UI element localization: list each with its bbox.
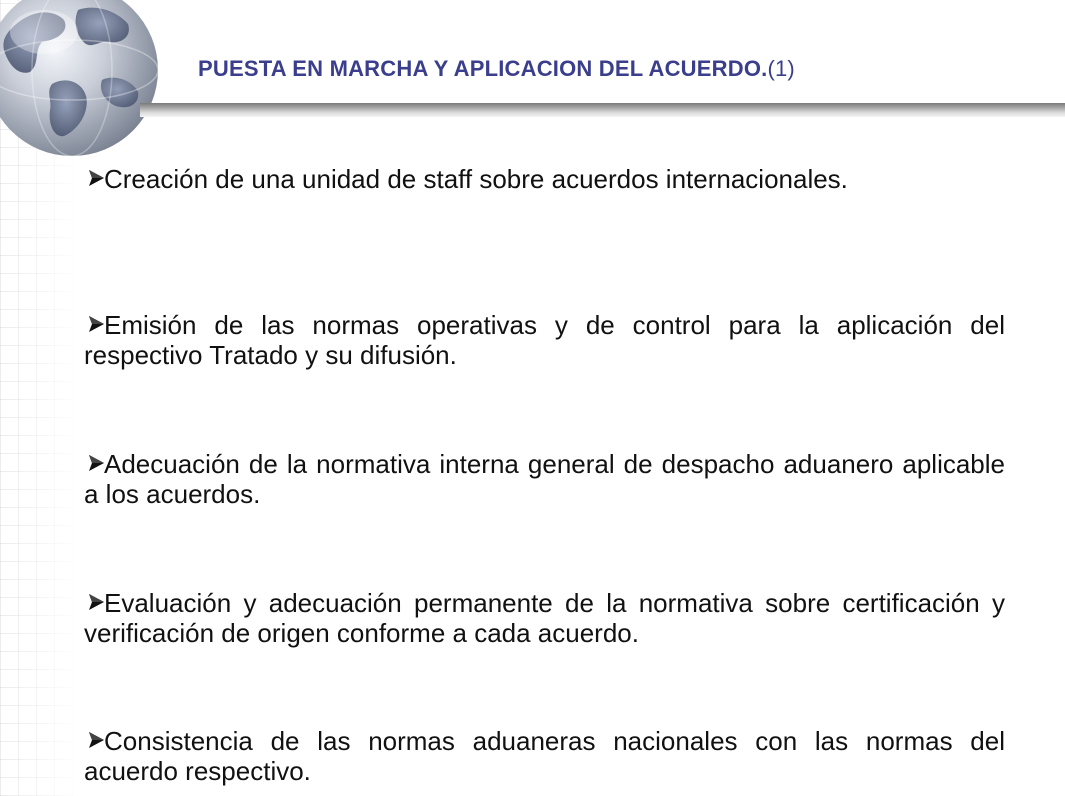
slide-title-suffix: (1) <box>767 56 795 81</box>
arrow-bullet-icon <box>86 730 106 750</box>
bullet-item <box>84 726 1005 786</box>
bullet-item <box>84 588 1005 648</box>
slide-title <box>198 56 795 82</box>
bullet-text: Emisión de las normas operativas y de control para la aplicación del respectivo Tratado y su difusión. <box>84 310 1005 370</box>
bullet-item <box>84 449 1005 509</box>
arrow-bullet-icon <box>86 592 106 612</box>
bullet-item <box>84 164 1005 194</box>
bullet-text: Creación de una unidad de staff sobre acuerdos internacionales. <box>104 164 848 194</box>
bullet-text: Consistencia de las normas aduaneras nacionales con las normas del acuerdo respectivo. <box>84 726 1005 786</box>
bullet-item <box>84 310 1005 370</box>
globe-icon <box>0 0 162 160</box>
bullet-text: Evaluación y adecuación permanente de la normativa sobre certificación y verificación de origen conforme a cada acuerdo. <box>84 588 1005 648</box>
bullet-text: Adecuación de la normativa interna general de despacho aduanero aplicable a los acuerdos. <box>84 449 1005 509</box>
slide-title-main: PUESTA EN MARCHA Y APLICACION DEL ACUERDO. <box>198 56 768 81</box>
arrow-bullet-icon <box>86 314 106 334</box>
arrow-bullet-icon <box>86 168 106 188</box>
title-underline-bar <box>140 103 1065 117</box>
arrow-bullet-icon <box>86 453 106 473</box>
